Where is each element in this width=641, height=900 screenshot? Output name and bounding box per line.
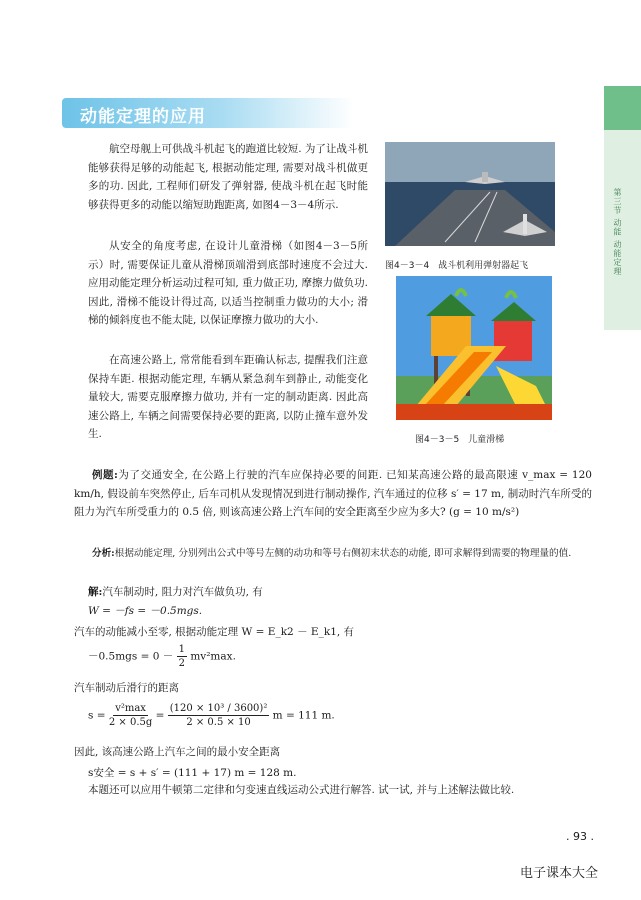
equation-distance-s: s = (88, 709, 106, 722)
solution-text-4: 因此, 该高速公路上汽车之间的最小安全距离 (74, 746, 281, 758)
fraction-numeric-den: 2 × 0.5 × 10 (186, 717, 251, 728)
fraction-numeric (168, 702, 270, 729)
fraction-half-num: 1 (178, 644, 185, 655)
solution-line-1 (88, 584, 263, 599)
paragraph-carrier: 航空母舰上可供战斗机起飞的跑道比较短. 为了让战斗机能够获得足够的动能起飞, 根据动能定理, 需要对战斗机做更多的功. 因此, 工程师们研发了弹射器, 使战斗机在起飞时能够获得更多的动能以缩短助跑距离, 如图4－3－4所示. (88, 143, 368, 211)
chapter-tab-label: 第三节 动能 动能定理 (613, 188, 622, 277)
fraction-v-num: v²max (115, 703, 146, 714)
equation-distance-result: m = 111 m. (272, 709, 335, 722)
fraction-numeric-num: (120 × 10³ / 3600)² (169, 703, 268, 714)
equation-energy-right: mv²max. (190, 650, 236, 663)
equation-energy (88, 643, 236, 670)
equation-distance-eq: = (155, 709, 165, 722)
analysis-block (74, 545, 592, 564)
solution-text-2: 汽车的动能减小至零, 根据动能定理 W = E_k2 － E_k1, 有 (74, 626, 355, 638)
equation-safe-distance: s安全 = s + s′ = (111 + 17) m = 128 m. (88, 767, 297, 779)
fraction-half-den: 2 (178, 658, 185, 669)
equation-energy-left: －0.5mgs = 0 － (88, 650, 174, 663)
fraction-half (177, 643, 187, 670)
solution-label: 解: (88, 586, 103, 598)
solution-text-5: 本题还可以应用牛顿第二定律和匀变速直线运动公式进行解答. 试一试, 并与上述解法做比较. (88, 784, 515, 796)
section-title: 动能定理的应用 (80, 107, 206, 127)
carrier-photo (385, 142, 555, 246)
example-problem (74, 466, 592, 522)
example-label: 例题: (92, 469, 118, 481)
equation-work: W = －fs = －0.5mgs. (88, 605, 203, 617)
fraction-v-den: 2 × 0.5g (108, 717, 153, 728)
paragraph-highway: 在高速公路上, 常常能看到车距确认标志, 提醒我们注意保持车距. 根据动能定理, 车辆从紧急刹车到静止, 动能变化量较大, 需要克服摩擦力做功, 并有一定的制动距离. 因此高速公路上, 车辆之间需要保持必要的距离, 以防止撞车意外发生. (88, 354, 368, 441)
page-number: . 93 . (566, 830, 594, 843)
paragraph-slide: 从安全的角度考虑, 在设计儿童滑梯（如图4－3－5所示）时, 需要保证儿童从滑梯顶端滑到底部时速度不会过大. 应用动能定理分析运动过程可知, 重力做正功, 摩擦力做负功. 因此, 滑梯不能设计得过高, 以适当控制重力做功的大小; 滑梯的倾斜度也不能太陡, 以保证摩擦力做功的大小. (88, 240, 368, 327)
watermark-text: 电子课本大全 (520, 866, 599, 881)
example-text: 为了交通安全, 在公路上行驶的汽车应保持必要的间距. 已知某高速公路的最高限速 v_max = 120 km/h, 假设前车突然停止, 后车司机从发现情况到进行制动操作, 汽车通过的位移 s′ = 17 m, 制动时汽车所受的阻力为汽车所受重力的 0.5 倍, 则该高速公路上汽车间的安全距离至少应为多大? (g = 10 m/s²) (74, 469, 592, 519)
figure-caption-carrier: 图4－3－4 战斗机利用弹射器起飞 (385, 261, 529, 271)
solution-text-3: 汽车制动后滑行的距离 (74, 682, 179, 694)
slide-illustration (396, 276, 552, 420)
solution-text-1: 汽车制动时, 阻力对汽车做负功, 有 (102, 586, 263, 598)
analysis-label: 分析: (92, 548, 115, 559)
figure-caption-slide: 图4－3－5 儿童滑梯 (415, 435, 505, 445)
chapter-tab (604, 86, 641, 130)
analysis-text: 根据动能定理, 分别列出公式中等号左侧的动功和等号右侧初末状态的动能, 即可求解得到需要的物理量的值. (114, 548, 572, 559)
equation-distance (88, 702, 335, 729)
carrier-illustration (385, 142, 555, 246)
slide-photo (396, 276, 552, 420)
fraction-v-squared (109, 702, 152, 729)
